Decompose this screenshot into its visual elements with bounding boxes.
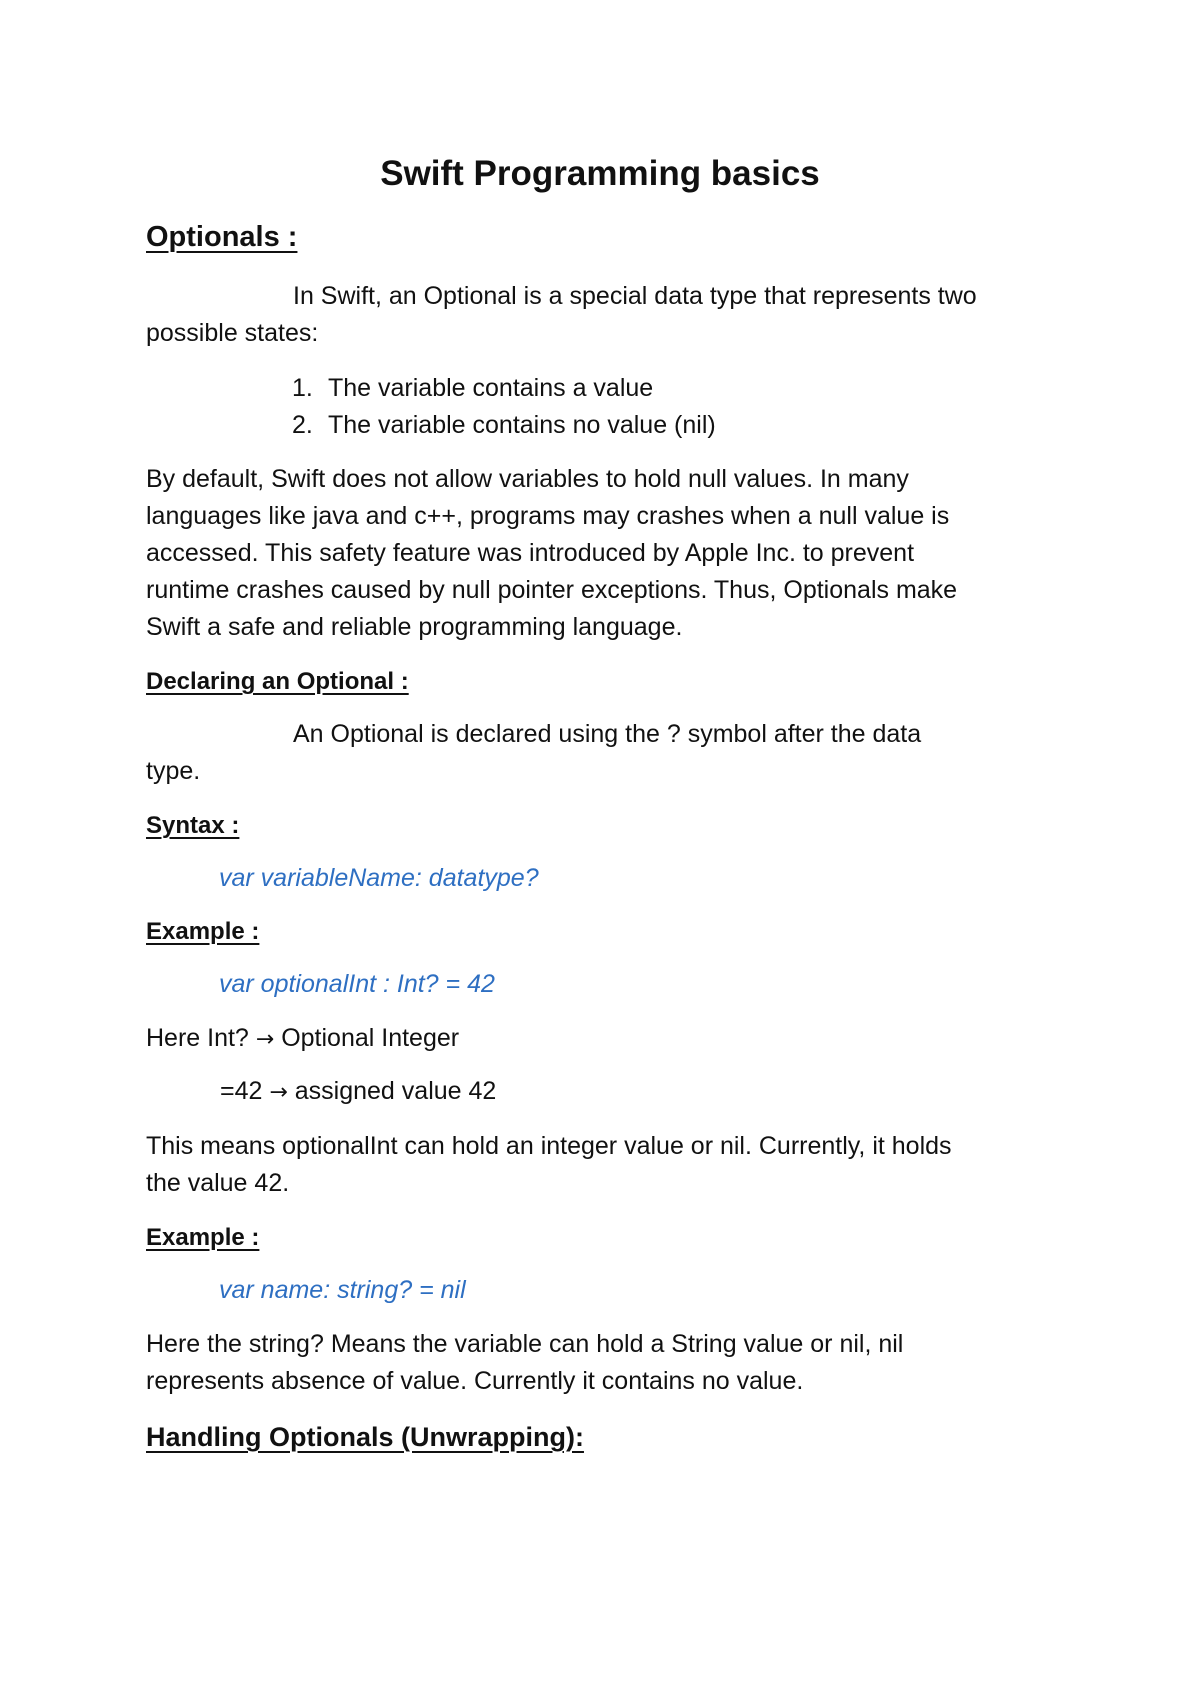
declaring-heading: Declaring an Optional : — [146, 668, 409, 695]
default-para-line: By default, Swift does not allow variables to hold null values. In many — [146, 465, 909, 493]
declaring-line2: type. — [146, 757, 201, 785]
optionals-heading: Optionals : — [146, 221, 298, 253]
example1-code: var optionalInt : Int? = 42 — [219, 970, 495, 998]
default-para-line: accessed. This safety feature was introduced by Apple Inc. to prevent — [146, 539, 915, 567]
optionals-intro-line2: possible states: — [146, 319, 319, 347]
here-int-line: Here Int? → Optional Integer — [146, 1024, 460, 1052]
example1-heading: Example : — [146, 918, 260, 945]
means-para-line: the value 42. — [146, 1169, 290, 1197]
here-string-line: represents absence of value. Currently it contains no value. — [146, 1367, 804, 1395]
page-title: Swift Programming basics — [380, 154, 820, 193]
list-item: 1. The variable contains a value — [292, 374, 654, 402]
example2-code: var name: string? = nil — [219, 1276, 466, 1304]
right-arrow-icon: → — [255, 1027, 275, 1052]
optionals-intro-line1: In Swift, an Optional is a special data type that represents two — [293, 282, 977, 310]
declaring-line1: An Optional is declared using the ? symbol after the data — [293, 720, 922, 748]
means-para-line: This means optionalInt can hold an integer value or nil. Currently, it holds — [146, 1132, 952, 1160]
syntax-code: var variableName: datatype? — [219, 864, 539, 892]
here-string-line: Here the string? Means the variable can hold a String value or nil, nil — [146, 1330, 904, 1358]
default-para-line: runtime crashes caused by null pointer exceptions. Thus, Optionals make — [146, 576, 958, 604]
syntax-heading: Syntax : — [146, 812, 240, 839]
assign-line: =42 → assigned value 42 — [220, 1077, 497, 1105]
handling-heading: Handling Optionals (Unwrapping): — [146, 1422, 584, 1452]
right-arrow-icon: → — [269, 1080, 288, 1105]
default-para-line: Swift a safe and reliable programming language. — [146, 613, 683, 641]
default-para-line: languages like java and c++, programs may crashes when a null value is — [146, 502, 950, 530]
list-item: 2. The variable contains no value (nil) — [292, 411, 716, 439]
example2-heading: Example : — [146, 1224, 260, 1251]
